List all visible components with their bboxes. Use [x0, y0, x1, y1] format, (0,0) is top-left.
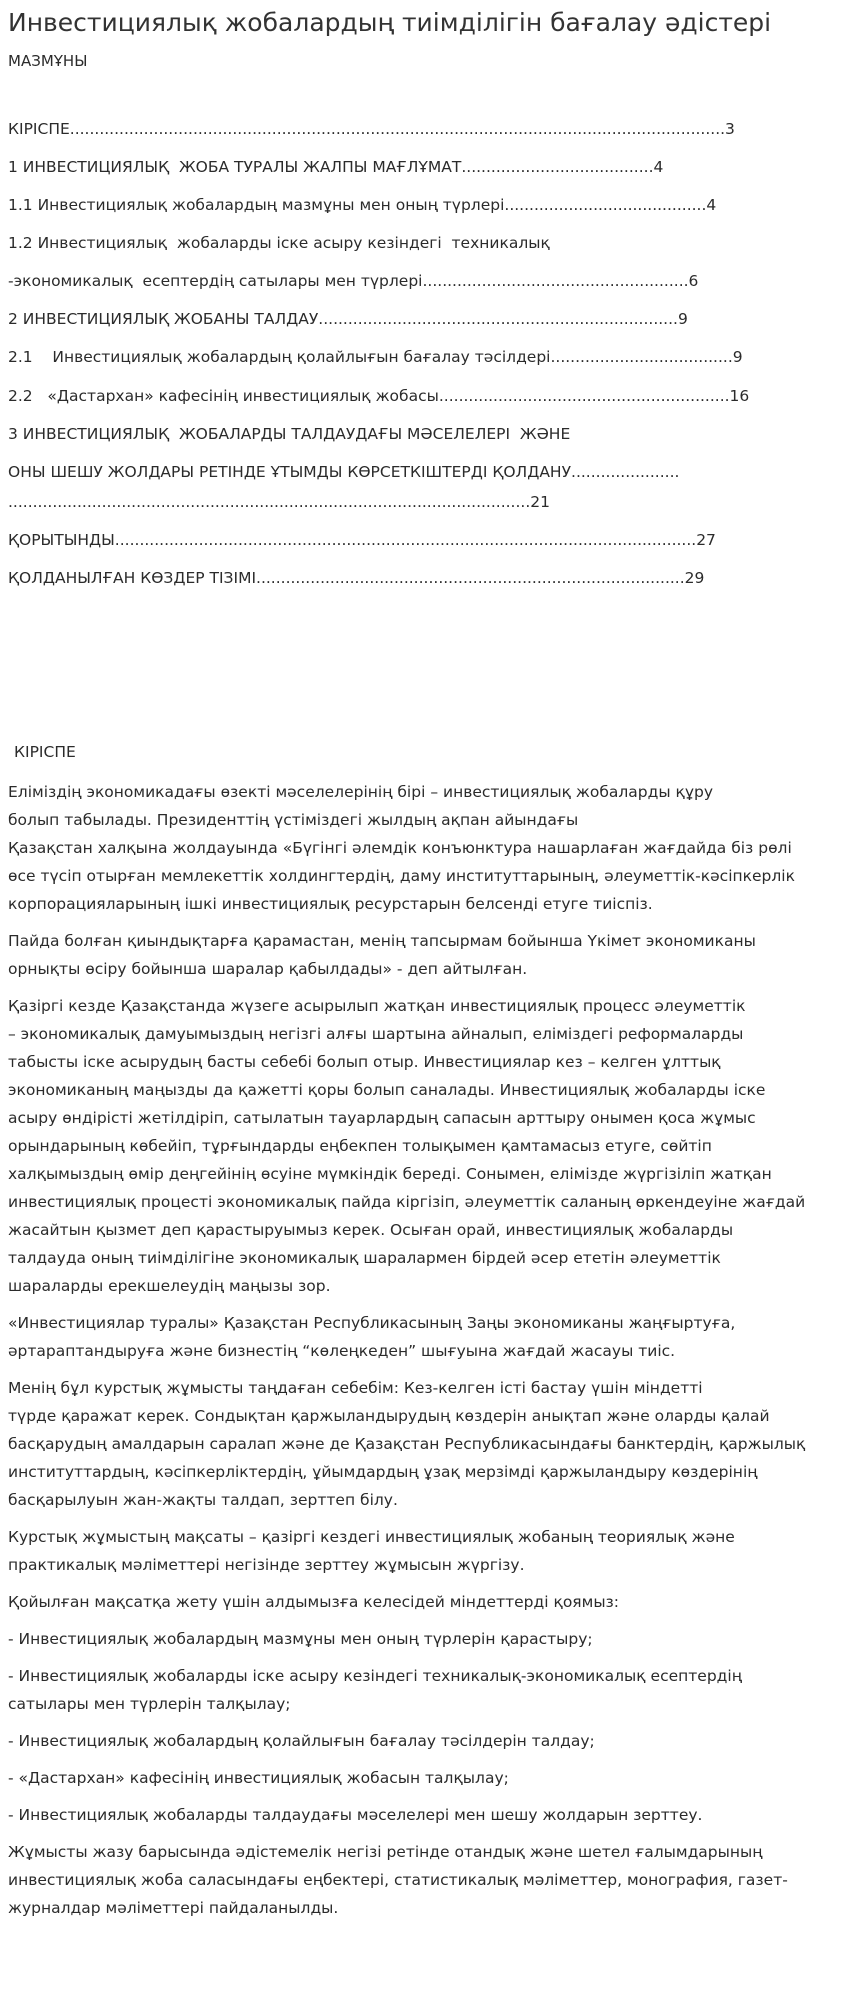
toc-entry[interactable]: ОНЫ ШЕШУ ЖОЛДАРЫ РЕТІНДЕ ҰТЫМДЫ КӨРСЕТКІШТЕРДІ ҚОЛДАНУ...................... — [8, 463, 680, 481]
toc-heading: МАЗМҰНЫ — [8, 52, 88, 70]
paragraph: Пайда болған қиындықтарға қарамастан, менің тапсырмам бойынша Үкімет экономиканы орнықты өсіру бойынша шаралар қабылдады» - деп айтылған. — [8, 932, 756, 978]
list-item: - Инвестициялық жобалардың мазмұны мен оның түрлерін қарастыру; — [8, 1630, 593, 1648]
toc-entry[interactable]: ..........................................................................................................21 — [8, 493, 550, 511]
toc-entry[interactable]: 1 ИНВЕСТИЦИЯЛЫҚ ЖОБА ТУРАЛЫ ЖАЛПЫ МАҒЛҰМАТ.......................................4 — [8, 158, 664, 176]
toc-entry[interactable]: 3 ИНВЕСТИЦИЯЛЫҚ ЖОБАЛАРДЫ ТАЛДАУДАҒЫ МӘСЕЛЕЛЕРІ ЖӘНЕ — [8, 425, 571, 443]
toc-entry[interactable]: 1.2 Инвестициялық жобаларды іске асыру кезіндегі техникалық — [8, 234, 550, 252]
list-item: - Инвестициялық жобаларды талдаудағы мәселелері мен шешу жолдарын зерттеу. — [8, 1806, 703, 1824]
paragraph: Курстық жұмыстың мақсаты – қазіргі кездегі инвестициялық жобаның теориялық және практикалық мәліметтері негізінде зерттеу жұмысын жүргізу. — [8, 1528, 735, 1574]
toc-entry[interactable]: -экономикалық есептердің сатылары мен түрлері......................................................6 — [8, 272, 699, 290]
paragraph: Еліміздің экономикадағы өзекті мәселелерінің бірі – инвестициялық жобаларды құру болып табылады. Президенттің үстіміздегі жылдың ақпан айындағы Қазақстан халқына жолдауында «Бүгінгі әлемдік конъюнктура нашарлаған жағдайда біз рөлі өсе түсіп отырған мемлекеттік холдингтердің, даму институттарының, әлеуметтік-кәсіпкерлік корпорацияларының ішкі инвестициялық ресурстарын белсенді етуге тиіспіз. — [8, 783, 795, 913]
toc-entry[interactable]: ҚОЛДАНЫЛҒАН КӨЗДЕР ТІЗІМІ.......................................................................................29 — [8, 569, 705, 587]
paragraph: «Инвестициялар туралы» Қазақстан Республикасының Заңы экономиканы жаңғыртуға, әртараптандыруға және бизнестің “көлеңкеден” шығуына жағдай жасауы тиіс. — [8, 1314, 736, 1360]
paragraph: Менің бұл курстық жұмысты таңдаған себебім: Кез-келген істі бастау үшін міндетті түрде қаражат керек. Сондықтан қаржыландырудың көздерін анықтап және оларды қалай басқарудың амалдарын саралап және де Қазақстан Республикасындағы банктердің, қаржылық институттардың, кәсіпкерліктердің, ұйымдардың ұзақ мерзімді қаржыландыру көздерінің басқарылуын жан-жақты талдап, зерттеп білу. — [8, 1379, 806, 1509]
toc-entry[interactable]: 1.1 Инвестициялық жобалардың мазмұны мен оның түрлері.........................................4 — [8, 196, 717, 214]
list-item: - Инвестициялық жобалардың қолайлығын бағалау тәсілдерін талдау; — [8, 1732, 595, 1750]
paragraph: Қазіргі кезде Қазақстанда жүзеге асырылып жатқан инвестициялық процесс әлеуметтік – экономикалық дамуымыздың негізгі алғы шартына айналып, еліміздегі реформаларды табысты іске асырудың басты себебі болып отыр. Инвестициялар кез – келген ұлттық экономиканың маңызды да қажетті қоры болып саналады. Инвестициялық жобаларды іске асыру өндірісті жетілдіріп, сатылатын тауарлардың сапасын арттыру онымен қоса жұмыс орындарының көбейіп, тұрғындарды еңбекпен толықымен қамтамасыз етуге, сөйтіп халқымыздың өмір деңгейінің өсуіне мүмкіндік береді. Сонымен, елімізде жүргізіліп жатқан инвестициялық процесті экономикалық пайда кіргізіп, әлеуметтік саланың өркендеуіне жағдай жасайтын қызмет деп қарастыруымыз керек. Осыған орай, инвестициялық жобаларды талдауда оның тиімділігіне экономикалық шаралармен бірдей әсер ететін әлеуметтік шараларды ерекшелеудің маңызы зор. — [8, 997, 806, 1295]
document-title: Инвестициялық жобалардың тиімділігін бағалау әдістері — [8, 8, 772, 37]
toc-entry[interactable]: 2.2 «Дастархан» кафесінің инвестициялық жобасы...........................................................16 — [8, 387, 750, 405]
toc-entry[interactable]: КІРІСПЕ.....................................................................................................................................3 — [8, 120, 735, 138]
paragraph: Жұмысты жазу барысында әдістемелік негізі ретінде отандық және шетел ғалымдарының инвестициялық жоба саласындағы еңбектері, статистикалық мәліметтер, монография, газет- журналдар мәліметтері пайдаланылды. — [8, 1843, 788, 1917]
toc-entry[interactable]: 2 ИНВЕСТИЦИЯЛЫҚ ЖОБАНЫ ТАЛДАУ.........................................................................9 — [8, 310, 688, 328]
toc-entry[interactable]: ҚОРЫТЫНДЫ......................................................................................................................27 — [8, 531, 716, 549]
introduction-heading: КІРІСПЕ — [14, 743, 76, 761]
introduction-body — [8, 778, 840, 1931]
list-item: - Инвестициялық жобаларды іске асыру кезіндегі техникалық-экономикалық есептердің сатылары мен түрлерін талқылау; — [8, 1667, 742, 1713]
list-item: - «Дастархан» кафесінің инвестициялық жобасын талқылау; — [8, 1769, 509, 1787]
paragraph: Қойылған мақсатқа жету үшін алдымызға келесідей міндеттерді қоямыз: — [8, 1593, 620, 1611]
toc-entry[interactable]: 2.1 Инвестициялық жобалардың қолайлығын бағалау тәсілдері.....................................9 — [8, 348, 743, 366]
